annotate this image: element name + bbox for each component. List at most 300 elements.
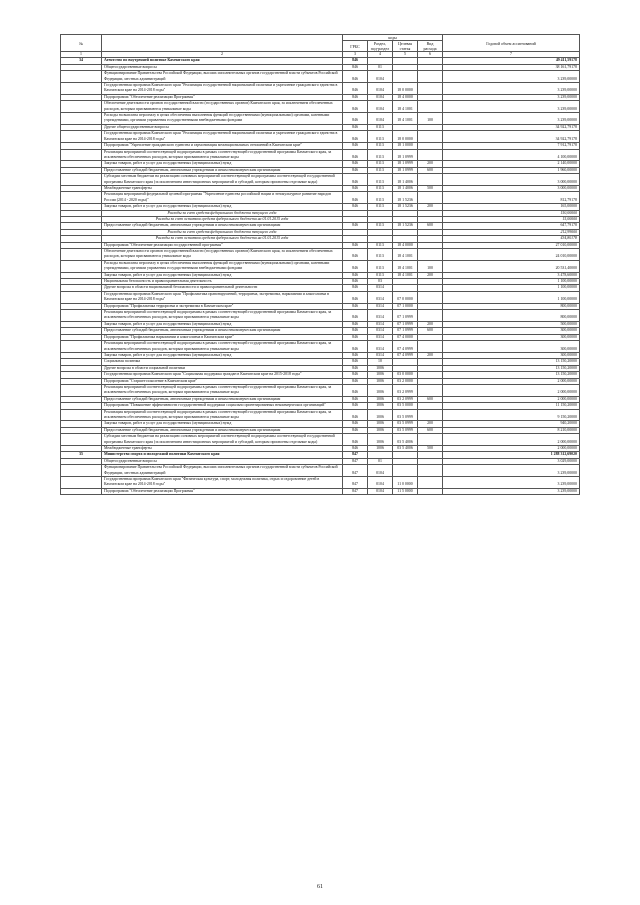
cell-name: Расходы за счет средств федерального бюджета текущего года bbox=[102, 229, 343, 235]
cell-rz: 0314 bbox=[368, 291, 393, 303]
cell-sum: 9 150,20000 bbox=[443, 409, 580, 421]
cell-sum: 3 239,00000 bbox=[443, 488, 580, 494]
cell-sum: 20 531,40000 bbox=[443, 260, 580, 272]
cell-vr bbox=[418, 477, 443, 489]
cell-name: Подпрограмма "Профилактика терроризма и экстремизма в Камчатском крае" bbox=[102, 303, 343, 309]
cell-cs: 03 5 0999 bbox=[393, 427, 418, 433]
cell-rz: 0113 bbox=[368, 143, 393, 149]
cell-sum: 3 239,00000 bbox=[443, 83, 580, 95]
cell-name: Межбюджетные трансферты bbox=[102, 446, 343, 452]
cell-grbs: 846 bbox=[343, 161, 368, 167]
cell-cs: 07 1 0999 bbox=[393, 328, 418, 334]
cell-cs: 18 4 1001 bbox=[393, 113, 418, 125]
cell-grbs: 846 bbox=[343, 143, 368, 149]
cell-sum: 11 150,20000 bbox=[443, 403, 580, 409]
table-row bbox=[61, 192, 580, 204]
cell-sum: 27 010,00000 bbox=[443, 242, 580, 248]
cell-name: Подпрограмма "Обеспечение реализации Программы" bbox=[102, 94, 343, 100]
cell-sum: 34 922,79178 bbox=[443, 131, 580, 143]
cell-sum: 3 239,00000 bbox=[443, 101, 580, 113]
cell-n bbox=[61, 260, 102, 272]
table-row bbox=[61, 465, 580, 477]
cell-name: Субсидии местным бюджетам на реализацию основных мероприятий соответствующей подпрограммы соответствующей государственной программы Камчатского края (за исключением инвестиционных мероприятий и субсидий, которым присвоены отдельные коды) bbox=[102, 434, 343, 446]
cell-rz: 1006 bbox=[368, 384, 393, 396]
cell-cs: 07 4 0999 bbox=[393, 352, 418, 358]
cell-name: Агентство по внутренней политике Камчатского края bbox=[102, 58, 343, 64]
cell-name: Обеспечение деятельности органов государственной власти (государственных органов) Камчатского края, за исключением обеспеченных расходов, которым присваиваются уникальные коды bbox=[102, 249, 343, 261]
cell-cs: 18 1 4006 bbox=[393, 174, 418, 186]
cell-rz: 0314 bbox=[368, 352, 393, 358]
cell-name: Расходы за счет средств федерального бюджета текущего года bbox=[102, 210, 343, 216]
cell-name: Закупка товаров, работ и услуг для государственных (муниципальных) нужд bbox=[102, 321, 343, 327]
cell-rz: 1006 bbox=[368, 421, 393, 427]
cell-vr: 600 bbox=[418, 328, 443, 334]
cell-sum: 3 478,60000 bbox=[443, 272, 580, 278]
cell-rz: 1006 bbox=[368, 434, 393, 446]
table-row bbox=[61, 488, 580, 494]
cell-sum: 800,00000 bbox=[443, 303, 580, 309]
cell-grbs: 846 bbox=[343, 403, 368, 409]
cell-rz: 0314 bbox=[368, 321, 393, 327]
cell-n: 34 bbox=[61, 58, 102, 64]
cell-rz: 01 bbox=[368, 64, 393, 70]
cell-cs bbox=[393, 71, 418, 83]
cell-rz: 0104 bbox=[368, 113, 393, 125]
cell-vr bbox=[418, 384, 443, 396]
cell-sum: 1 960,00000 bbox=[443, 167, 580, 173]
cell-grbs: 846 bbox=[343, 421, 368, 427]
cell-vr: 100 bbox=[418, 113, 443, 125]
cell-sum: 1 100,00000 bbox=[443, 285, 580, 291]
cell-cs: 07 0 0000 bbox=[393, 291, 418, 303]
cell-grbs: 847 bbox=[343, 488, 368, 494]
cell-grbs: 847 bbox=[343, 465, 368, 477]
cell-sum: 2 000,00000 bbox=[443, 446, 580, 452]
cell-sum: 165,00000 bbox=[443, 204, 580, 210]
col-number: 7 bbox=[443, 52, 580, 58]
cell-rz: 0314 bbox=[368, 310, 393, 322]
cell-rz: 10 bbox=[368, 359, 393, 365]
cell-grbs: 846 bbox=[343, 279, 368, 285]
cell-sum: 49 411,59178 bbox=[443, 58, 580, 64]
cell-name: Реализация мероприятий федеральной целевой программы "Укрепление единства российской нации и этнокультурное развитие народов России (2014 - 2020 годы)" bbox=[102, 192, 343, 204]
cell-cs: 03 2 0000 bbox=[393, 378, 418, 384]
cell-rz: 0113 bbox=[368, 167, 393, 173]
cell-name: Предоставление субсидий бюджетным, автономным учреждениям и иным некоммерческим организациям bbox=[102, 328, 343, 334]
cell-vr bbox=[418, 174, 443, 186]
cell-rz: 0314 bbox=[368, 303, 393, 309]
col-number: 3 bbox=[343, 52, 368, 58]
cell-grbs: 846 bbox=[343, 446, 368, 452]
cell-vr: 600 bbox=[418, 167, 443, 173]
cell-cs: 18 4 0000 bbox=[393, 94, 418, 100]
cell-vr: 600 bbox=[418, 396, 443, 402]
cell-grbs: 846 bbox=[343, 285, 368, 291]
cell-n bbox=[61, 434, 102, 446]
cell-name: Реализация мероприятий соответствующей подпрограммы в рамках соответствующей государственной программы Камчатского края, за исключением обеспеченных расходов, которым присваиваются уникальные коды bbox=[102, 310, 343, 322]
cell-vr bbox=[418, 291, 443, 303]
cell-name: Подпрограмма "Укрепление гражданского единства и гармонизация межнациональных отношений в Камчатском крае" bbox=[102, 143, 343, 149]
cell-name: Закупка товаров, работ и услуг для государственных (муниципальных) нужд bbox=[102, 421, 343, 427]
cell-vr bbox=[418, 488, 443, 494]
cell-cs: 03 2 0999 bbox=[393, 384, 418, 396]
table-body bbox=[61, 52, 580, 495]
cell-grbs: 847 bbox=[343, 477, 368, 489]
cell-sum: 34 922,79178 bbox=[443, 124, 580, 130]
cell-name: Подпрограмма "Профилактика наркомании и алкоголизма в Камчатском крае" bbox=[102, 334, 343, 340]
cell-name: Другие вопросы в области национальной безопасности и правоохранительной деятельности bbox=[102, 285, 343, 291]
cell-grbs: 846 bbox=[343, 249, 368, 261]
cell-rz: 1006 bbox=[368, 372, 393, 378]
table-row bbox=[61, 83, 580, 95]
cell-name: Государственная программа Камчатского края "Профилактика правонарушений, терроризма, экстремизма, наркомании и алкоголизма в Камчатском крае на 2014-2018 годы" bbox=[102, 291, 343, 303]
cell-grbs: 846 bbox=[343, 124, 368, 130]
cell-vr bbox=[418, 83, 443, 95]
header-sum: Годовой объем ассигнований bbox=[443, 35, 580, 52]
cell-grbs: 846 bbox=[343, 185, 368, 191]
cell-grbs: 846 bbox=[343, 384, 368, 396]
table-row bbox=[61, 149, 580, 161]
cell-n bbox=[61, 131, 102, 143]
header-razdel: Раздел, под-раздел bbox=[368, 41, 393, 52]
cell-name: Функционирование Правительства Российской Федерации, высших исполнительных органов государственной власти субъектов Российской Федерации, местных администраций bbox=[102, 71, 343, 83]
cell-cs: 18 4 1001 bbox=[393, 249, 418, 261]
cell-sum: 3 000,00000 bbox=[443, 174, 580, 186]
cell-rz: 0113 bbox=[368, 249, 393, 261]
cell-sum: 13 150,20000 bbox=[443, 365, 580, 371]
cell-grbs: 846 bbox=[343, 71, 368, 83]
cell-name: Расходы за счет остатков средств федерального бюджета на 01.01.2015 года bbox=[102, 236, 343, 242]
cell-rz: 0113 bbox=[368, 223, 393, 229]
col-number: 1 bbox=[61, 52, 102, 58]
cell-grbs: 846 bbox=[343, 396, 368, 402]
cell-vr bbox=[418, 71, 443, 83]
cell-name: Министерство спорта и молодежной политики Камчатского края bbox=[102, 452, 343, 458]
cell-name: Предоставление субсидий бюджетным, автономным учреждениям и иным некоммерческим организациям bbox=[102, 427, 343, 433]
cell-cs: 11 5 0000 bbox=[393, 488, 418, 494]
cell-grbs: 846 bbox=[343, 372, 368, 378]
cell-cs: 18 0 0000 bbox=[393, 83, 418, 95]
cell-sum: 300,00000 bbox=[443, 328, 580, 334]
cell-grbs: 847 bbox=[343, 458, 368, 464]
cell-rz: 1006 bbox=[368, 403, 393, 409]
cell-sum: 800,00000 bbox=[443, 310, 580, 322]
cell-name: Общегосударственные вопросы bbox=[102, 64, 343, 70]
cell-n bbox=[61, 174, 102, 186]
budget-table bbox=[60, 34, 580, 495]
cell-sum: 1 100,00000 bbox=[443, 291, 580, 303]
cell-cs: 07 4 0999 bbox=[393, 341, 418, 353]
cell-grbs: 846 bbox=[343, 242, 368, 248]
cell-sum: 647,79178 bbox=[443, 223, 580, 229]
cell-grbs: 846 bbox=[343, 434, 368, 446]
cell-cs: 07 1 0000 bbox=[393, 303, 418, 309]
cell-cs: 18 1 5236 bbox=[393, 192, 418, 204]
cell-grbs: 847 bbox=[343, 452, 368, 458]
cell-name: Функционирование Правительства Российской Федерации, высших исполнительных органов государственной власти субъектов Российской Федерации, местных администраций bbox=[102, 465, 343, 477]
cell-cs: 03 5 4006 bbox=[393, 434, 418, 446]
cell-vr bbox=[418, 192, 443, 204]
cell-grbs: 846 bbox=[343, 131, 368, 143]
cell-vr bbox=[418, 310, 443, 322]
cell-n: 35 bbox=[61, 452, 102, 458]
cell-sum: 3 239,00000 bbox=[443, 94, 580, 100]
cell-sum: 15,00000 bbox=[443, 216, 580, 222]
cell-grbs: 846 bbox=[343, 272, 368, 278]
cell-name: Предоставление субсидий бюджетным, автономным учреждениям и иным некоммерческим организациям bbox=[102, 396, 343, 402]
cell-cs: 03 5 0999 bbox=[393, 409, 418, 421]
cell-rz: 0104 bbox=[368, 477, 393, 489]
cell-n bbox=[61, 477, 102, 489]
table-row bbox=[61, 101, 580, 113]
table-row bbox=[61, 113, 580, 125]
cell-sum: 3 029,00000 bbox=[443, 458, 580, 464]
table-row bbox=[61, 310, 580, 322]
cell-name: Социальная политика bbox=[102, 359, 343, 365]
cell-grbs: 846 bbox=[343, 174, 368, 186]
cell-grbs: 846 bbox=[343, 260, 368, 272]
cell-rz: 0113 bbox=[368, 149, 393, 161]
col-number: 4 bbox=[368, 52, 393, 58]
cell-vr: 100 bbox=[418, 260, 443, 272]
cell-cs: 18 1 0000 bbox=[393, 143, 418, 149]
cell-grbs: 846 bbox=[343, 94, 368, 100]
cell-rz: 03 bbox=[368, 279, 393, 285]
table-row bbox=[61, 409, 580, 421]
cell-grbs: 846 bbox=[343, 359, 368, 365]
cell-cs: 18 1 0999 bbox=[393, 161, 418, 167]
cell-sum: 300,00000 bbox=[443, 341, 580, 353]
cell-rz: 0314 bbox=[368, 334, 393, 340]
cell-rz: 0113 bbox=[368, 174, 393, 186]
cell-sum: 1 100,00000 bbox=[443, 279, 580, 285]
cell-grbs: 846 bbox=[343, 365, 368, 371]
cell-cs: 18 1 0999 bbox=[393, 167, 418, 173]
cell-vr: 600 bbox=[418, 223, 443, 229]
cell-rz: 1006 bbox=[368, 409, 393, 421]
cell-name: Предоставление субсидий бюджетным, автономным учреждениям и иным некоммерческим организациям bbox=[102, 223, 343, 229]
cell-name: Государственная программа Камчатского края "Реализация государственной национальной политики и укрепление гражданского единства в Камчатском крае на 2014-2018 годы" bbox=[102, 131, 343, 143]
cell-grbs: 846 bbox=[343, 101, 368, 113]
cell-name: Закупка товаров, работ и услуг для государственных (муниципальных) нужд bbox=[102, 161, 343, 167]
cell-rz: 0113 bbox=[368, 185, 393, 191]
cell-sum: 3 239,00000 bbox=[443, 477, 580, 489]
cell-cs: 18 1 0999 bbox=[393, 149, 418, 161]
cell-name: Расходы за счет остатков средств федерального бюджета на 01.01.2015 года bbox=[102, 216, 343, 222]
cell-vr bbox=[418, 249, 443, 261]
cell-grbs: 846 bbox=[343, 192, 368, 204]
cell-vr bbox=[418, 149, 443, 161]
cell-cs: 07 1 0999 bbox=[393, 321, 418, 327]
cell-grbs: 846 bbox=[343, 223, 368, 229]
cell-rz: 0104 bbox=[368, 71, 393, 83]
cell-name: Реализация мероприятий соответствующей подпрограммы в рамках соответствующей государственной программы Камчатского края, за исключением обеспеченных расходов, которым присваиваются уникальные коды bbox=[102, 409, 343, 421]
cell-grbs: 846 bbox=[343, 83, 368, 95]
cell-grbs: 846 bbox=[343, 204, 368, 210]
col-number: 5 bbox=[393, 52, 418, 58]
cell-name: Закупка товаров, работ и услуг для государственных (муниципальных) нужд bbox=[102, 352, 343, 358]
cell-grbs: 846 bbox=[343, 341, 368, 353]
cell-rz: 1006 bbox=[368, 378, 393, 384]
cell-n bbox=[61, 488, 102, 494]
cell-name: Государственная программа Камчатского края "Реализация государственной национальной политики и укрепление гражданского единства в Камчатском крае на 2014-2018 годы" bbox=[102, 83, 343, 95]
cell-vr: 500 bbox=[418, 185, 443, 191]
cell-vr: 200 bbox=[418, 161, 443, 167]
table-row bbox=[61, 341, 580, 353]
cell-name: Подпрограмма "Обеспечение реализации Программы" bbox=[102, 488, 343, 494]
cell-grbs: 846 bbox=[343, 409, 368, 421]
cell-grbs: 846 bbox=[343, 334, 368, 340]
cell-name: Подпрограмма "Повышение эффективности государственной поддержки социально ориентированных некоммерческих организаций" bbox=[102, 403, 343, 409]
cell-sum: 13 150,20000 bbox=[443, 359, 580, 365]
cell-vr bbox=[418, 409, 443, 421]
cell-grbs: 846 bbox=[343, 291, 368, 303]
cell-grbs: 846 bbox=[343, 310, 368, 322]
header-vr: Вид расхода bbox=[418, 41, 443, 52]
cell-sum: 434,80178 bbox=[443, 236, 580, 242]
cell-n bbox=[61, 71, 102, 83]
cell-vr bbox=[418, 465, 443, 477]
cell-name: Национальная безопасность и правоохранительная деятельность bbox=[102, 279, 343, 285]
cell-cs: 03 5 0000 bbox=[393, 403, 418, 409]
cell-cs: 18 1 5236 bbox=[393, 223, 418, 229]
cell-name: Реализация мероприятий соответствующей подпрограммы в рамках соответствующей государственной программы Камчатского края, за исключением обеспеченных расходов, которым присваиваются уникальные коды bbox=[102, 384, 343, 396]
table-row bbox=[61, 131, 580, 143]
header-codes: коды bbox=[343, 35, 443, 41]
cell-cs: 03 5 0999 bbox=[393, 421, 418, 427]
table-row bbox=[61, 434, 580, 446]
cell-cs: 07 4 0000 bbox=[393, 334, 418, 340]
cell-vr bbox=[418, 434, 443, 446]
cell-sum: 300,00000 bbox=[443, 352, 580, 358]
cell-rz: 0113 bbox=[368, 131, 393, 143]
cell-rz: 1006 bbox=[368, 365, 393, 371]
table-row bbox=[61, 174, 580, 186]
cell-rz: 1006 bbox=[368, 396, 393, 402]
cell-grbs: 846 bbox=[343, 113, 368, 125]
cell-vr bbox=[418, 101, 443, 113]
cell-sum: 812,79178 bbox=[443, 192, 580, 204]
cell-sum: 8 210,00000 bbox=[443, 427, 580, 433]
cell-name: Межбюджетные трансферты bbox=[102, 185, 343, 191]
cell-sum: 4 100,00000 bbox=[443, 149, 580, 161]
cell-sum: 7 912,79178 bbox=[443, 143, 580, 149]
table-row bbox=[61, 477, 580, 489]
cell-rz: 0104 bbox=[368, 488, 393, 494]
header-name bbox=[102, 35, 343, 52]
cell-rz: 0104 bbox=[368, 465, 393, 477]
cell-n bbox=[61, 384, 102, 396]
cell-name: Другие вопросы в области социальной политики bbox=[102, 365, 343, 371]
cell-cs: 18 1 5236 bbox=[393, 204, 418, 210]
cell-vr: 200 bbox=[418, 204, 443, 210]
cell-vr: 200 bbox=[418, 352, 443, 358]
cell-grbs: 846 bbox=[343, 321, 368, 327]
cell-n bbox=[61, 341, 102, 353]
cell-rz: 0104 bbox=[368, 101, 393, 113]
cell-grbs: 846 bbox=[343, 64, 368, 70]
cell-rz: 0314 bbox=[368, 285, 393, 291]
col-number: 2 bbox=[102, 52, 343, 58]
cell-sum: 150,00000 bbox=[443, 210, 580, 216]
cell-rz: 0113 bbox=[368, 204, 393, 210]
cell-grbs: 846 bbox=[343, 328, 368, 334]
cell-name: Государственная программа Камчатского края "Физическая культура, спорт, молодежная политика, отдых и оздоровление детей в Камчатском крае на 2014-2018 годы" bbox=[102, 477, 343, 489]
cell-sum: 24 010,00000 bbox=[443, 249, 580, 261]
cell-cs: 18 1 4006 bbox=[393, 185, 418, 191]
cell-sum: 2 140,00000 bbox=[443, 161, 580, 167]
cell-rz: 1006 bbox=[368, 427, 393, 433]
cell-grbs: 846 bbox=[343, 378, 368, 384]
header-cs: Целевая статья bbox=[393, 41, 418, 52]
cell-n bbox=[61, 310, 102, 322]
cell-rz: 0113 bbox=[368, 242, 393, 248]
cell-n bbox=[61, 291, 102, 303]
table-row bbox=[61, 71, 580, 83]
cell-sum: 3 239,00000 bbox=[443, 113, 580, 125]
cell-sum: 3 000,00000 bbox=[443, 185, 580, 191]
cell-rz: 0314 bbox=[368, 328, 393, 334]
cell-cs: 18 4 0000 bbox=[393, 242, 418, 248]
cell-cs: 07 1 0999 bbox=[393, 310, 418, 322]
cell-name: Общегосударственные вопросы bbox=[102, 458, 343, 464]
cell-vr bbox=[418, 341, 443, 353]
table-row bbox=[61, 384, 580, 396]
cell-sum: 300,00000 bbox=[443, 334, 580, 340]
cell-n bbox=[61, 409, 102, 421]
cell-rz: 0104 bbox=[368, 94, 393, 100]
cell-name: Субсидии местным бюджетам на реализацию основных мероприятий соответствующей подпрограммы соответствующей государственной программы Камчатского края (за исключением инвестиционных мероприятий и субсидий, которым присвоены отдельные коды) bbox=[102, 174, 343, 186]
cell-cs: 18 4 1001 bbox=[393, 101, 418, 113]
cell-sum: 940,20000 bbox=[443, 421, 580, 427]
cell-cs bbox=[393, 465, 418, 477]
cell-sum: 2 000,00000 bbox=[443, 434, 580, 446]
cell-n bbox=[61, 83, 102, 95]
cell-name: Расходы на выплаты персоналу в целях обеспечения выполнения функций государственными (муниципальными) органами, казенными учреждениями, органами управления государственными внебюджетными фондами bbox=[102, 260, 343, 272]
cell-grbs: 846 bbox=[343, 149, 368, 161]
cell-rz: 0113 bbox=[368, 192, 393, 204]
cell-n bbox=[61, 192, 102, 204]
cell-name: Предоставление субсидий бюджетным, автономным учреждениям и иным некоммерческим организациям bbox=[102, 167, 343, 173]
cell-sum: 500,00000 bbox=[443, 321, 580, 327]
cell-vr: 200 bbox=[418, 421, 443, 427]
cell-cs: 03 5 4006 bbox=[393, 446, 418, 452]
cell-n bbox=[61, 149, 102, 161]
table-row bbox=[61, 249, 580, 261]
cell-sum: 1 288 312,69020 bbox=[443, 452, 580, 458]
table-row bbox=[61, 291, 580, 303]
cell-name: Подпрограмма "Старшее поколение в Камчатском крае" bbox=[102, 378, 343, 384]
cell-grbs: 846 bbox=[343, 58, 368, 64]
cell-cs: 03 2 0999 bbox=[393, 396, 418, 402]
page-number: 61 bbox=[317, 884, 323, 890]
cell-name: Расходы на выплаты персоналу в целях обеспечения выполнения функций государственными (муниципальными) органами, казенными учреждениями, органами управления государственными внебюджетными фондами bbox=[102, 113, 343, 125]
cell-name: Реализация мероприятий соответствующей подпрограммы в рамках соответствующей государственной программы Камчатского края, за исключением обеспеченных расходов, которым присваиваются уникальные коды bbox=[102, 149, 343, 161]
cell-rz: 0113 bbox=[368, 161, 393, 167]
cell-n bbox=[61, 113, 102, 125]
cell-sum: 13 150,20000 bbox=[443, 372, 580, 378]
cell-name: Реализация мероприятий соответствующей подпрограммы в рамках соответствующей государственной программы Камчатского края, за исключением обеспеченных расходов, которым присваиваются уникальные коды bbox=[102, 341, 343, 353]
cell-n bbox=[61, 465, 102, 477]
table-header bbox=[61, 35, 580, 52]
col-number: 6 bbox=[418, 52, 443, 58]
cell-rz: 1006 bbox=[368, 446, 393, 452]
header-num: № bbox=[61, 35, 102, 52]
cell-n bbox=[61, 249, 102, 261]
cell-grbs: 846 bbox=[343, 303, 368, 309]
cell-name: Закупка товаров, работ и услуг для государственных (муниципальных) нужд bbox=[102, 204, 343, 210]
cell-name: Подпрограмма "Обеспечение реализации государственной программы" bbox=[102, 242, 343, 248]
